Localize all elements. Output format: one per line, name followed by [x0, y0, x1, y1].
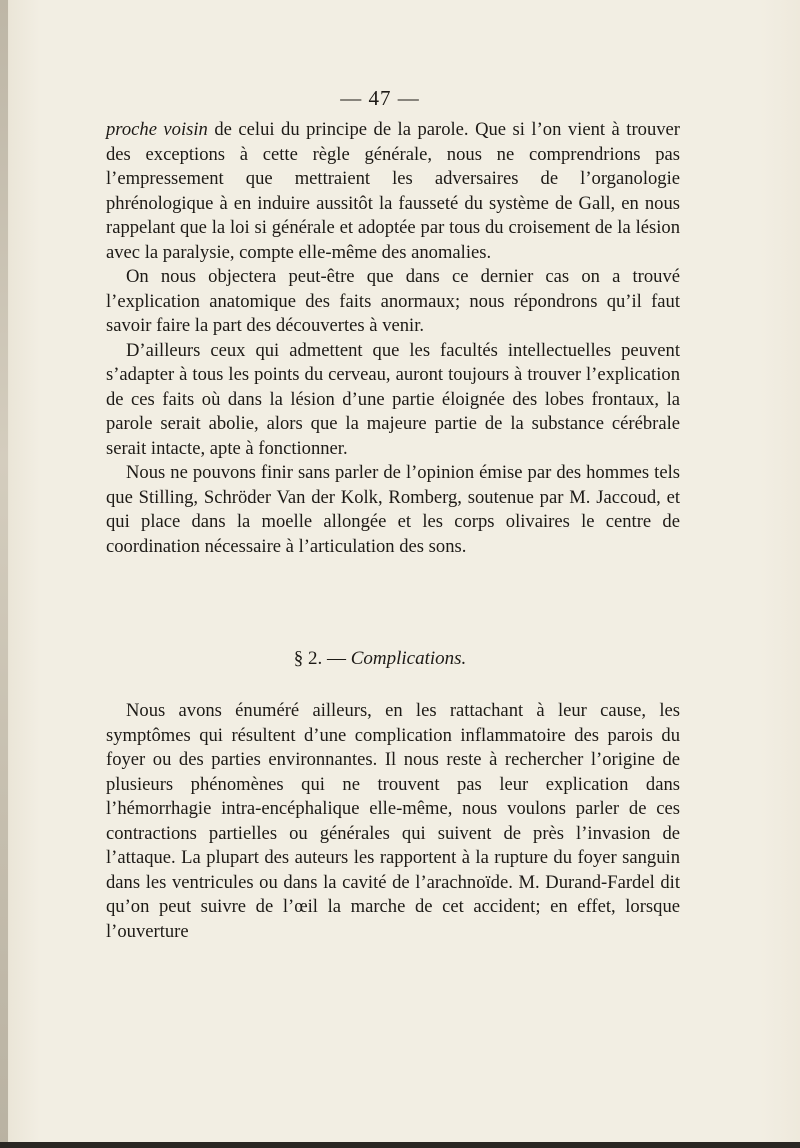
binding-edge — [0, 0, 8, 1148]
bottom-edge — [0, 1142, 800, 1148]
italic-lead: proche voisin — [106, 119, 208, 140]
paragraph — [106, 118, 680, 265]
section-title: Complications. — [350, 648, 467, 669]
section-number: § 2. — — [293, 648, 346, 669]
paragraph: Nous avons énuméré ailleurs, en les rattachant à leur cause, les symptômes qui résultent d’une complication inflammatoire des parois du foyer ou des parties environnantes. Il nous reste à rechercher l’origine de plusieurs phénomènes qui ne trouvent pas leur explication dans l’hémorrhagie intra-encéphalique elle-même, nous voulons parler de ces contractions partielles ou générales qui suivent de près l’invasion de l’attaque. La plupart des auteurs les rapportent à la rupture du foyer sanguin dans les ventricules ou dans la cavité de l’arachnoïde. M. Durand-Fardel dit qu’on peut suivre de l’œil la marche de cet accident; en effet, lorsque l’ouverture — [106, 700, 680, 942]
text-block-bottom — [106, 699, 680, 944]
paragraph: On nous objectera peut-être que dans ce dernier cas on a trouvé l’explication anatomique des faits anormaux; nous répondrons qu’il faut savoir faire la part des découvertes à venir. — [106, 266, 680, 336]
text-block-top — [106, 118, 680, 559]
paragraph: Nous ne pouvons finir sans parler de l’opinion émise par des hommes tels que Stilling, Schröder Van der Kolk, Romberg, soutenue par M. Jaccoud, et qui place dans la moelle allongée et les corps olivaires le centre de coordination nécessaire à l’articulation des sons. — [106, 462, 680, 557]
page-number: — 47 — — [340, 86, 420, 110]
paragraph: D’ailleurs ceux qui admettent que les facultés intellectuelles peuvent s’adapter à tous les points du cerveau, auront toujours à trouver l’explication de ces faits où dans la lésion d’une partie éloignée des lobes frontaux, la parole serait abolie, alors que la majeure partie de la substance cérébrale serait intacte, apte à fonctionner. — [106, 339, 680, 459]
section-heading — [0, 648, 760, 670]
paragraph-text: de celui du principe de la parole. Que si l’on vient à trouver des exceptions à cette règle générale, nous ne comprendrions pas l’empressement que mettraient les adversaires de l’organologie phrénologique à en induire aussitôt la fausseté du système de Gall, en nous rappelant que la loi si générale et adoptée par tous du croisement de la lésion avec la paralysie, compte elle-même des anomalies. — [106, 119, 680, 263]
